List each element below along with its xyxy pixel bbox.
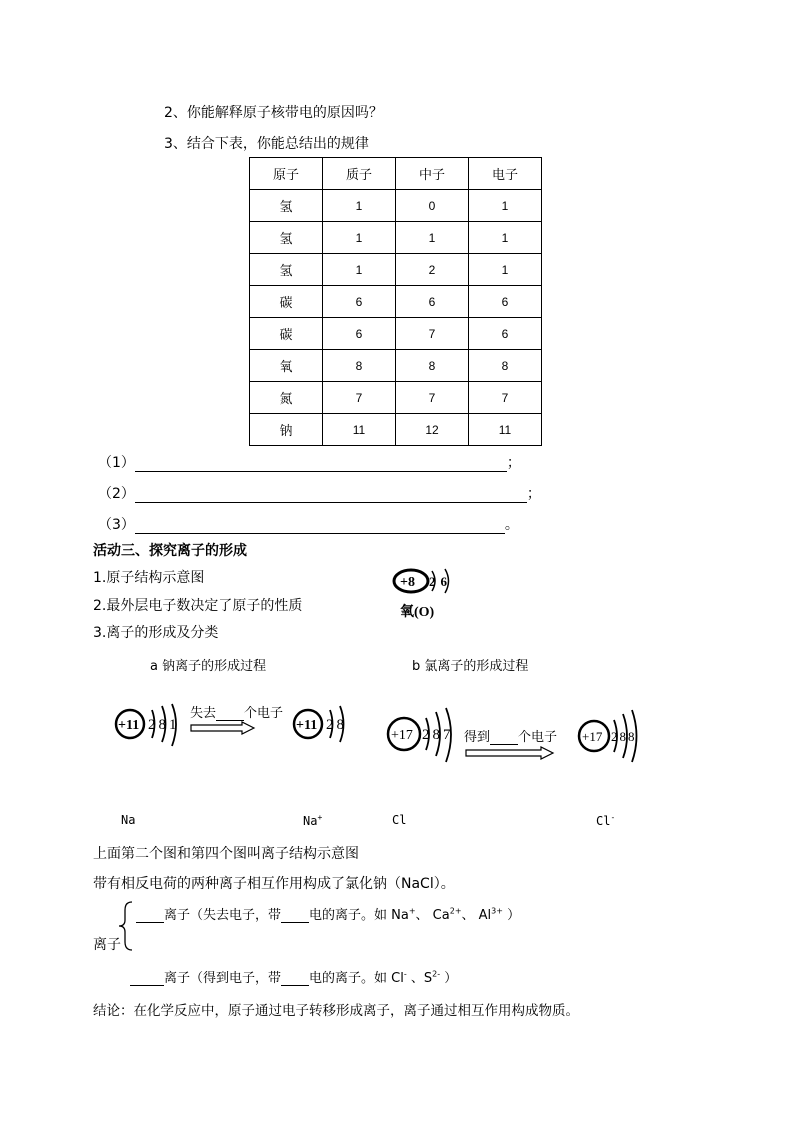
blank-field-2[interactable] bbox=[135, 488, 527, 503]
cell-neutron: 1 bbox=[396, 222, 469, 254]
cell-electron: 8 bbox=[469, 350, 542, 382]
cell-neutron: 7 bbox=[396, 318, 469, 350]
cell-atom: 氮 bbox=[250, 382, 323, 414]
cell-electron: 6 bbox=[469, 286, 542, 318]
cell-proton: 1 bbox=[323, 190, 396, 222]
symbol-na-ion-base: Na bbox=[303, 814, 318, 828]
cation-text-d: 、 Al bbox=[461, 908, 492, 923]
oxygen-caption: 氧(O) bbox=[400, 605, 435, 620]
cell-electron: 6 bbox=[469, 318, 542, 350]
conclusion: 结论：在化学反应中，原子通过电子转移形成离子，离子通过相互作用构成物质。 bbox=[93, 1003, 579, 1019]
sodium-ion-nucleus-label: +11 bbox=[296, 718, 318, 733]
activity3-title: 活动三、探究离子的形成 bbox=[93, 543, 247, 559]
cell-atom: 氢 bbox=[250, 190, 323, 222]
cell-proton: 7 bbox=[323, 382, 396, 414]
anion-charge-blank[interactable] bbox=[281, 971, 309, 986]
blank-field-1[interactable] bbox=[135, 457, 507, 472]
oxygen-nucleus-label: +8 bbox=[400, 575, 415, 590]
oxygen-atom-diagram bbox=[392, 566, 472, 622]
table-row bbox=[250, 350, 542, 382]
table-row bbox=[250, 382, 542, 414]
header-neutron: 中子 bbox=[396, 158, 469, 190]
table-row bbox=[250, 254, 542, 286]
cation-text-e: ） bbox=[502, 908, 521, 923]
gain-post: 个电子 bbox=[518, 730, 558, 745]
question-2: 2、你能解释原子核带电的原因吗？ bbox=[164, 105, 383, 121]
s-charge: 2- bbox=[432, 969, 441, 979]
answer-label-2: （2） bbox=[98, 486, 135, 502]
answer-line-3[interactable] bbox=[98, 514, 519, 534]
answer-end-2: ； bbox=[526, 486, 541, 502]
cation-text-a: 离子（失去电子，带 bbox=[164, 908, 282, 923]
lose-pre: 失去 bbox=[190, 706, 217, 721]
cell-proton: 1 bbox=[323, 222, 396, 254]
symbol-cl: Cl bbox=[392, 813, 407, 827]
cell-atom: 氢 bbox=[250, 222, 323, 254]
anion-line bbox=[130, 967, 457, 986]
oxygen-shell-label: 26 bbox=[429, 574, 452, 589]
cation-line bbox=[136, 904, 520, 923]
chlorine-ion-diagram bbox=[575, 704, 641, 768]
cell-atom: 碳 bbox=[250, 318, 323, 350]
symbol-na: Na bbox=[121, 813, 136, 827]
table-row bbox=[250, 190, 542, 222]
sodium-atom-diagram bbox=[108, 696, 188, 752]
answer-label-3: （3） bbox=[98, 517, 135, 533]
answer-label-1: （1） bbox=[98, 455, 135, 471]
symbol-cl-ion-base: Cl bbox=[596, 814, 611, 828]
arrow-right-icon bbox=[190, 721, 256, 735]
cell-electron: 1 bbox=[469, 254, 542, 286]
table-row bbox=[250, 318, 542, 350]
cell-electron: 1 bbox=[469, 190, 542, 222]
cell-proton: 1 bbox=[323, 254, 396, 286]
cell-neutron: 0 bbox=[396, 190, 469, 222]
sodium-ion-diagram bbox=[288, 696, 360, 752]
answer-line-1[interactable] bbox=[98, 452, 521, 472]
chlorine-nucleus-label: +17 bbox=[391, 728, 413, 743]
header-atom: 原子 bbox=[250, 158, 323, 190]
cell-electron: 1 bbox=[469, 222, 542, 254]
gain-blank[interactable] bbox=[490, 730, 518, 745]
lose-blank[interactable] bbox=[216, 706, 244, 721]
activity3-item2: 2.最外层电子数决定了原子的性质 bbox=[93, 598, 303, 614]
cation-charge-blank[interactable] bbox=[281, 908, 309, 923]
chlorine-shell-label: 287 bbox=[422, 727, 454, 743]
cell-atom: 氧 bbox=[250, 350, 323, 382]
atom-table bbox=[249, 157, 542, 446]
note-ion-diagram: 上面第二个图和第四个图叫离子结构示意图 bbox=[93, 846, 359, 862]
cell-atom: 钠 bbox=[250, 414, 323, 446]
answer-end-3: 。 bbox=[504, 517, 519, 533]
cation-type-blank[interactable] bbox=[136, 908, 164, 923]
cell-proton: 6 bbox=[323, 286, 396, 318]
cell-proton: 11 bbox=[323, 414, 396, 446]
chlorine-atom-diagram bbox=[382, 700, 460, 768]
answer-end-1: ； bbox=[506, 455, 521, 471]
chlorine-ion-nucleus-label: +17 bbox=[582, 729, 603, 744]
cell-neutron: 2 bbox=[396, 254, 469, 286]
cell-electron: 7 bbox=[469, 382, 542, 414]
header-electron: 电子 bbox=[469, 158, 542, 190]
cation-text-c: 、 Ca bbox=[415, 908, 450, 923]
lose-electron-text bbox=[190, 702, 283, 721]
al-charge: 3+ bbox=[491, 906, 503, 916]
symbol-na-ion bbox=[303, 813, 322, 828]
sodium-nucleus-label: +11 bbox=[118, 718, 140, 733]
symbol-cl-ion-charge: - bbox=[610, 813, 616, 822]
anion-text-a: 离子（得到电子，带 bbox=[164, 971, 282, 986]
table-header-row bbox=[250, 158, 542, 190]
arrow-right-icon bbox=[465, 746, 555, 760]
table-row bbox=[250, 222, 542, 254]
cell-atom: 氢 bbox=[250, 254, 323, 286]
cation-text-b: 电的离子。如 Na bbox=[309, 908, 409, 923]
cell-electron: 11 bbox=[469, 414, 542, 446]
cell-proton: 6 bbox=[323, 318, 396, 350]
anion-text-c: 、S bbox=[406, 971, 433, 986]
anion-text-b: 电的离子。如 Cl bbox=[309, 971, 404, 986]
anion-type-blank[interactable] bbox=[130, 971, 164, 986]
question-3: 3、结合下表，你能总结出的规律 bbox=[164, 136, 369, 152]
cell-neutron: 7 bbox=[396, 382, 469, 414]
anion-text-d: ） bbox=[440, 971, 458, 986]
activity3-item1: 1.原子结构示意图 bbox=[93, 570, 205, 586]
header-proton: 质子 bbox=[323, 158, 396, 190]
lose-post: 个电子 bbox=[244, 706, 284, 721]
gain-pre: 得到 bbox=[464, 730, 491, 745]
table-row bbox=[250, 414, 542, 446]
gain-electron-text bbox=[464, 726, 557, 745]
answer-line-2[interactable] bbox=[98, 483, 541, 503]
cell-neutron: 8 bbox=[396, 350, 469, 382]
activity3-item3: 3.离子的形成及分类 bbox=[93, 625, 219, 641]
note-nacl: 带有相反电荷的两种离子相互作用构成了氯化钠（NaCl）。 bbox=[93, 876, 455, 892]
cell-neutron: 6 bbox=[396, 286, 469, 318]
subtitle-a: a 钠离子的形成过程 bbox=[150, 659, 267, 674]
chlorine-ion-shell-label: 288 bbox=[611, 729, 637, 744]
sodium-shell-label: 281 bbox=[148, 717, 180, 733]
na-charge: + bbox=[408, 906, 416, 916]
symbol-cl-ion bbox=[596, 813, 615, 828]
table-row bbox=[250, 286, 542, 318]
cell-proton: 8 bbox=[323, 350, 396, 382]
cell-neutron: 12 bbox=[396, 414, 469, 446]
ion-label: 离子 bbox=[93, 937, 121, 953]
blank-field-3[interactable] bbox=[135, 519, 505, 534]
cell-atom: 碳 bbox=[250, 286, 323, 318]
symbol-na-ion-charge: + bbox=[317, 813, 323, 822]
ca-charge: 2+ bbox=[449, 906, 462, 916]
subtitle-b: b 氯离子的形成过程 bbox=[412, 659, 529, 674]
cl-charge: - bbox=[403, 969, 407, 979]
sodium-ion-shell-label: 28 bbox=[326, 717, 347, 733]
